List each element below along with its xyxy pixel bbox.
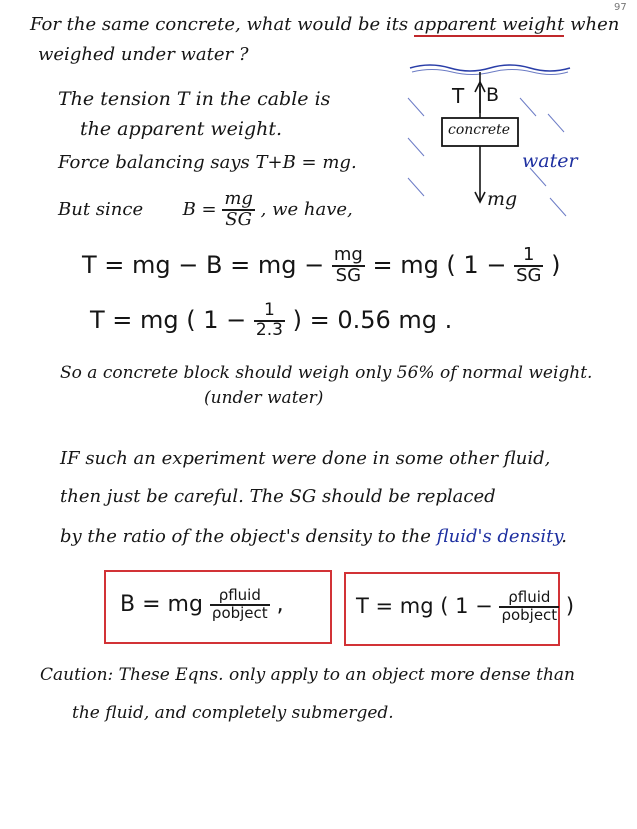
boxed-b-fraction xyxy=(210,588,270,622)
eq2-fraction xyxy=(254,302,285,340)
question-prefix: For the same concrete, what would be its xyxy=(30,14,409,35)
eq1-frac-num: mg xyxy=(333,244,363,265)
other-fluid-prefix: by the ratio of the object's density to the xyxy=(60,526,431,547)
buoyancy-lhs: B = xyxy=(182,198,217,220)
buoyancy-num: mg xyxy=(224,188,253,209)
buoyancy-fraction xyxy=(222,190,255,230)
buoyancy-formula-box xyxy=(104,570,332,644)
boxed-tension-eq xyxy=(356,590,574,624)
boxed-t-den: ρobject xyxy=(501,605,558,624)
we-have-text: , we have, xyxy=(260,198,353,220)
water-surface xyxy=(410,65,570,71)
other-fluid-line-1: IF such an experiment were done in some other fluid, xyxy=(60,448,551,469)
buoyancy-den: SG xyxy=(225,208,252,230)
tension-formula-box xyxy=(344,572,575,646)
eq1-lhs: T = mg − B = mg − xyxy=(82,250,325,279)
force-balance-line: Force balancing says T+B = mg. xyxy=(58,152,357,173)
eq1-frac-den: SG xyxy=(335,264,362,286)
explanation-line-2: the apparent weight. xyxy=(80,118,283,140)
boxed-t-num: ρfluid xyxy=(499,590,559,608)
label-mg: mg xyxy=(487,188,518,210)
eq1-close: ) xyxy=(551,250,561,279)
boxed-t-fraction xyxy=(499,590,559,624)
explanation-line-1: The tension T in the cable is xyxy=(58,88,331,110)
question-suffix: when xyxy=(570,14,620,35)
equation-2 xyxy=(90,302,452,340)
page-number: 97 xyxy=(614,2,627,13)
question-line-2: weighed under water ? xyxy=(38,44,249,65)
but-since-text: But since xyxy=(58,198,144,220)
conclusion-line-2: (under water) xyxy=(204,388,324,408)
eq2-frac-den: 2.3 xyxy=(255,319,283,340)
eq2-rhs: ) = 0.56 mg . xyxy=(292,305,453,334)
eq2-lhs: T = mg ( 1 − xyxy=(90,305,247,334)
boxed-t-lhs: T = mg ( 1 − xyxy=(356,593,493,618)
eq1-frac2-den: SG xyxy=(516,264,542,286)
boxed-buoyancy-eq xyxy=(120,588,284,622)
but-since-line xyxy=(58,190,353,230)
eq1-frac2-num: 1 xyxy=(514,246,543,267)
eq1-mid: = mg ( 1 − xyxy=(372,250,507,279)
label-B: B xyxy=(486,84,500,106)
block-label: concrete xyxy=(448,122,511,138)
apparent-weight-term: apparent weight xyxy=(413,14,565,35)
eq1-fraction xyxy=(332,246,365,286)
question-line-1 xyxy=(30,14,619,35)
boxed-b-num: ρfluid xyxy=(210,588,270,606)
boxed-b-lhs: B = mg xyxy=(120,591,203,617)
conclusion-line-1: So a concrete block should weigh only 56% of normal weight. xyxy=(60,363,593,383)
caution-line-1: Caution: These Eqns. only apply to an object more dense than xyxy=(40,665,576,685)
equation-1 xyxy=(82,246,560,286)
boxed-t-close: ) xyxy=(565,593,575,618)
other-fluid-line-3 xyxy=(60,526,567,547)
boxed-b-end: , xyxy=(276,591,284,617)
other-fluid-line-2: then just be careful. The SG should be replaced xyxy=(60,486,496,507)
boxed-b-den: ρobject xyxy=(211,603,268,622)
eq2-frac-num: 1 xyxy=(254,302,285,322)
caution-line-2: the fluid, and completely submerged. xyxy=(72,703,394,723)
water-label: water xyxy=(522,150,578,172)
fluid-density-term: fluid's density xyxy=(436,526,562,547)
label-T: T xyxy=(452,84,465,108)
other-fluid-suffix: . xyxy=(561,526,567,547)
eq1-fraction-2 xyxy=(514,246,543,286)
